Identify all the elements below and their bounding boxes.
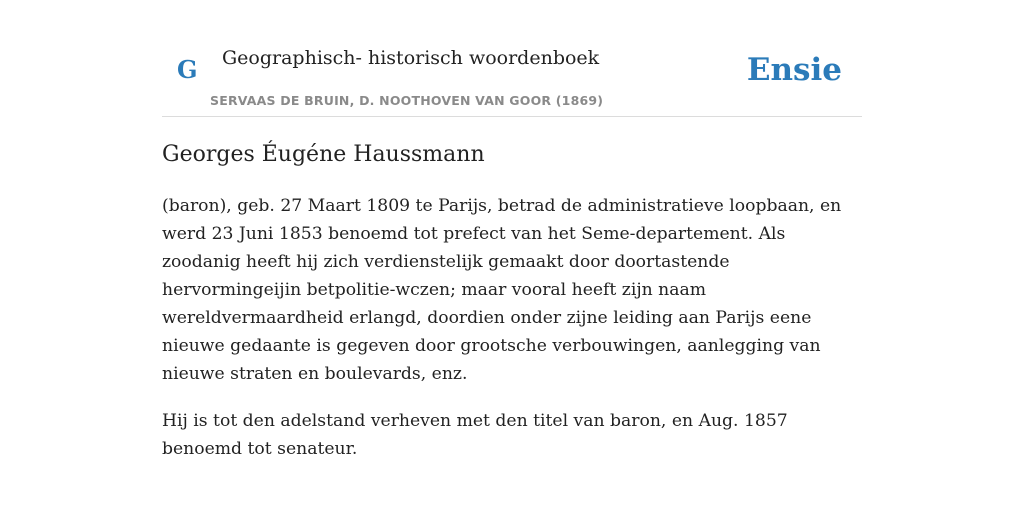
dictionary-header [162, 0, 862, 117]
dictionary-author: SERVAAS DE BRUIN, D. NOOTHOVEN VAN GOOR (1869) [210, 93, 604, 108]
entry-title: Georges Éugéne Haussmann [162, 142, 485, 167]
entry-paragraph: (baron), geb. 27 Maart 1809 te Parijs, betrad de administratieve loopbaan, en werd 23 Juni 1853 benoemd tot prefect van het Seme-departement. Als zoodanig heeft hij zich verdienstelijk gemaakt door doortastende hervormingeijin betpolitie-wczen; maar vooral heeft zijn naam wereldvermaardheid erlangd, doordien onder zijne leiding aan Parijs eene nieuwe gedaante is gegeven door grootsche verbouwingen, aanlegging van nieuwe straten en boulevards, enz. [162, 196, 842, 384]
dictionary-logo-letter[interactable]: G [177, 55, 198, 84]
ensie-logo-link[interactable]: Ensie [746, 52, 842, 88]
dictionary-title-link[interactable]: Geographisch- historisch woordenboek [222, 47, 600, 69]
entry-paragraph: Hij is tot den adelstand verheven met den titel van baron, en Aug. 1857 benoemd tot senateur. [162, 411, 788, 459]
entry-body [162, 192, 862, 482]
